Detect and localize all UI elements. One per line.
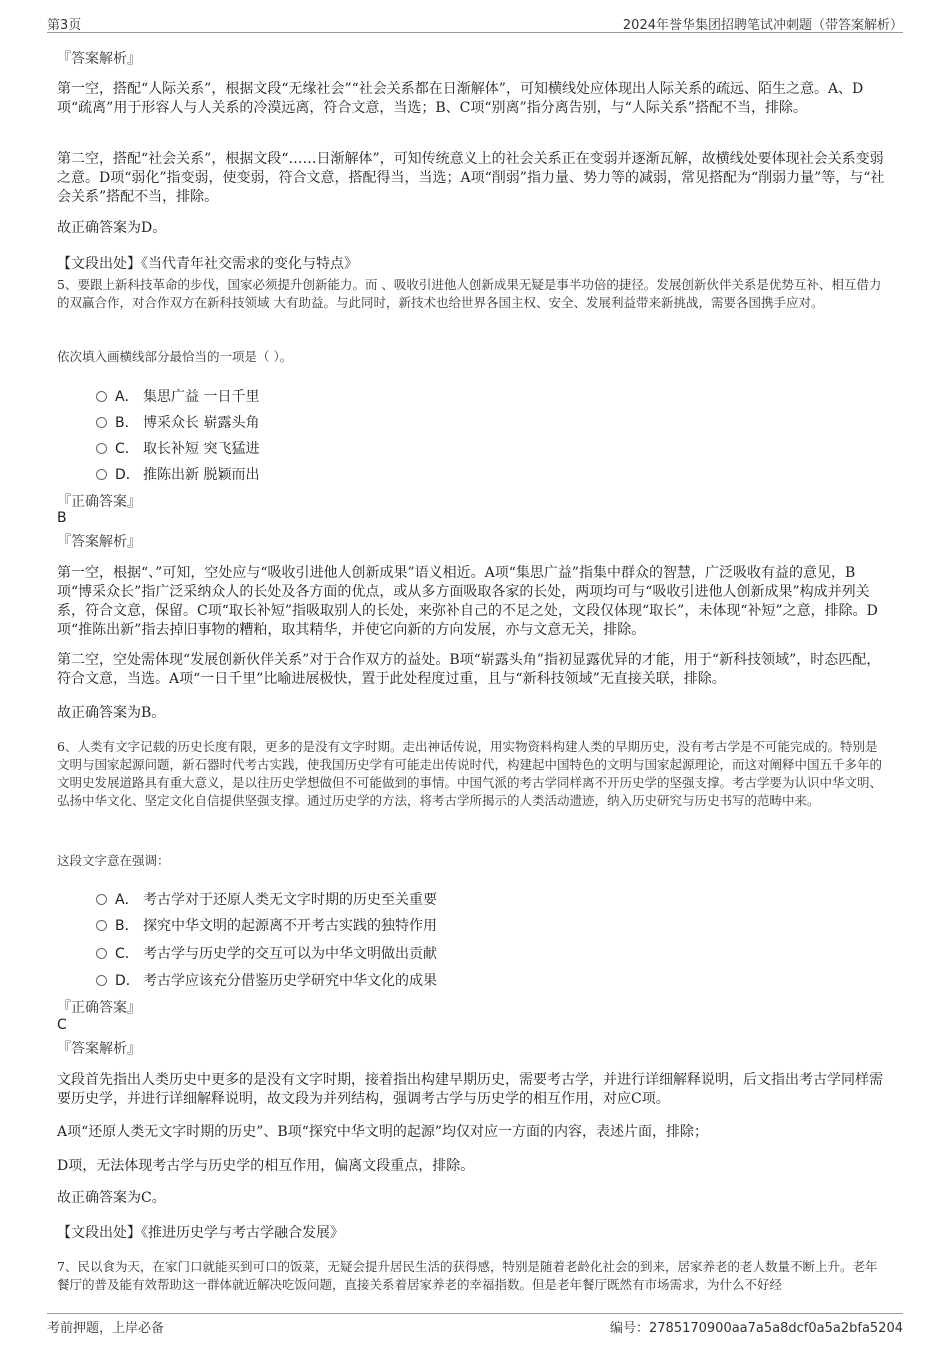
option-d[interactable]: D． 推陈出新 脱颖而出 xyxy=(96,464,259,484)
option-a[interactable]: A． 考古学对于还原人类无文字时期的历史至关重要 xyxy=(96,889,437,909)
document-code: 编号：2785170900aa7a5a8dcf0a5a2bfa5204 xyxy=(610,1321,903,1336)
analysis-label: 『答案解析』 xyxy=(57,1041,141,1057)
analysis-conclusion: 故正确答案为C。 xyxy=(57,1190,166,1206)
radio-icon[interactable] xyxy=(96,894,107,905)
radio-icon[interactable] xyxy=(96,920,107,931)
radio-icon[interactable] xyxy=(96,948,107,959)
correct-answer: C xyxy=(57,1017,67,1033)
correct-answer-label: 『正确答案』 xyxy=(57,494,141,510)
page-header xyxy=(47,12,903,33)
analysis-conclusion: 故正确答案为B。 xyxy=(57,705,166,721)
document-title: 2024年誉华集团招聘笔试冲刺题（带答案解析） xyxy=(622,18,903,33)
question-prompt: 这段文字意在强调： xyxy=(57,853,170,868)
correct-answer-label: 『正确答案』 xyxy=(57,1000,141,1016)
option-d[interactable]: D． 考古学应该充分借鉴历史学研究中华文化的成果 xyxy=(96,970,437,990)
analysis-paragraph: 第一空，搭配“人际关系”，根据文段“无缘社会”“社会关系都在日渐解体”，可知横线处应体现出人际关系的疏远、陌生之意。A、D项“疏离”用于形容人与人关系的冷漠远离，符合文意，当选；B、C项“别离”指分离告别，与“人际关系”搭配不当，排除。 xyxy=(57,81,864,116)
option-a[interactable]: A． 集思广益 一日千里 xyxy=(96,386,259,406)
question-stem: 6、人类有文字记载的历史长度有限，更多的是没有文字时期。走出神话传说，用实物资料构建人类的早期历史，没有考古学是不可能完成的。特别是文明与国家起源问题，新石器时代考古实践，使我国历史学有可能走出传说时代，构建起中国特色的文明与国家起源理论，而这对阐释中国五千多年的文明史发展道路具有重大意义，是以往历史学想做但不可能做到的事情。中国气派的考古学同样离不开历史学的坚强支撑。考古学要为认识中华文明、弘扬中华文化、坚定文化自信提供坚强支撑。通过历史学的方法，将考古学所揭示的人类活动遗迹，纳入历史研究与历史书写的范畴中来。 xyxy=(57,739,883,808)
analysis-paragraph: 第二空，空处需体现“发展创新伙伴关系”对于合作双方的益处。B项“崭露头角”指初显露优异的才能，用于“新科技领域”，时态匹配，符合文意，当选。A项“一日千里”比喻进展极快，置于此处程度过重，且与“新科技领域”无直接关联，排除。 xyxy=(57,652,881,687)
analysis-paragraph: D项，无法体现考古学与历史学的相互作用，偏离文段重点，排除。 xyxy=(57,1158,475,1174)
option-text: 取长补短 突飞猛进 xyxy=(143,441,260,457)
page-footer xyxy=(47,1313,903,1337)
question-prompt: 依次填入画横线部分最恰当的一项是（ ）。 xyxy=(57,349,293,364)
option-c[interactable]: C． 考古学与历史学的交互可以为中华文明做出贡献 xyxy=(96,943,437,963)
analysis-paragraph: 第二空，搭配“社会关系”，根据文段“……日渐解体”，可知传统意义上的社会关系正在变弱并逐渐瓦解，故横线处要体现社会关系变弱之意。D项“弱化”指变弱，使变弱，符合文意，搭配得当，当选；A项“削弱”指力量、势力等的减弱，常见搭配为“削弱力量”等，与“社会关系”搭配不当，排除。 xyxy=(57,151,885,205)
analysis-conclusion: 故正确答案为D。 xyxy=(57,220,167,236)
question-stem: 7、民以食为天，在家门口就能买到可口的饭菜，无疑会提升居民生活的获得感，特别是随着老龄化社会的到来，居家养老的老人数量不断上升。老年餐厅的普及能有效帮助这一群体就近解决吃饭问题，直接关系着居家养老的幸福指数。但是老年餐厅既然有市场需求，为什么不好经 xyxy=(57,1259,878,1292)
question-stem: 5、要跟上新科技革命的步伐，国家必须提升创新能力。而 、吸收引进他人创新成果无疑是事半功倍的捷径。发展创新伙伴关系是优势互补、相互借力的双赢合作，对合作双方在新科技领域 大有助益。与此同时，新技术也给世界各国主权、安全、发展利益带来新挑战，需要各国携手应对。 xyxy=(57,277,882,310)
radio-icon[interactable] xyxy=(96,417,107,428)
analysis-label: 『答案解析』 xyxy=(57,534,141,550)
analysis-label: 『答案解析』 xyxy=(57,51,141,67)
option-text: 博采众长 崭露头角 xyxy=(143,415,260,431)
option-text: 考古学应该充分借鉴历史学研究中华文化的成果 xyxy=(143,973,437,989)
option-b[interactable]: B． 博采众长 崭露头角 xyxy=(96,412,259,432)
option-text: 探究中华文明的起源离不开考古实践的独特作用 xyxy=(143,918,437,934)
page-number: 第3页 xyxy=(47,18,82,33)
radio-icon[interactable] xyxy=(96,391,107,402)
option-c[interactable]: C． 取长补短 突飞猛进 xyxy=(96,438,259,458)
radio-icon[interactable] xyxy=(96,443,107,454)
option-text: 集思广益 一日千里 xyxy=(143,389,260,405)
correct-answer: B xyxy=(57,510,67,526)
source-citation: 【文段出处】《推进历史学与考古学融合发展》 xyxy=(57,1225,344,1241)
source-citation: 【文段出处】《当代青年社交需求的变化与特点》 xyxy=(57,256,358,272)
analysis-paragraph: A项“还原人类无文字时期的历史”、B项“探究中华文明的起源”均仅对应一方面的内容，表述片面，排除； xyxy=(57,1124,709,1140)
option-text: 考古学与历史学的交互可以为中华文明做出贡献 xyxy=(143,946,437,962)
radio-icon[interactable] xyxy=(96,975,107,986)
analysis-paragraph: 第一空，根据“、”可知，空处应与“吸收引进他人创新成果”语义相近。A项“集思广益”指集中群众的智慧，广泛吸收有益的意见，B项“博采众长”指广泛采纳众人的长处及各方面的优点，或从多方面吸取各家的长处，两项均可与“吸收引进他人创新成果”构成并列关系，符合文意，保留。C项“取长补短”指吸取别人的长处，来弥补自己的不足之处，文段仅体现“取长”，未体现“补短”之意，排除。D项“推陈出新”指去掉旧事物的糟粕，取其精华，并使它向新的方向发展，亦与文意无关，排除。 xyxy=(57,565,878,638)
option-text: 考古学对于还原人类无文字时期的历史至关重要 xyxy=(143,892,437,908)
footer-slogan: 考前押题，上岸必备 xyxy=(47,1321,165,1336)
radio-icon[interactable] xyxy=(96,469,107,480)
analysis-paragraph: 文段首先指出人类历史中更多的是没有文字时期，接着指出构建早期历史，需要考古学，并进行详细解释说明，后文指出考古学同样需要历史学，并进行详细解释说明，故文段为并列结构，强调考古学与历史学的相互作用，对应C项。 xyxy=(57,1072,883,1107)
option-text: 推陈出新 脱颖而出 xyxy=(143,467,260,483)
option-b[interactable]: B． 探究中华文明的起源离不开考古实践的独特作用 xyxy=(96,915,437,935)
